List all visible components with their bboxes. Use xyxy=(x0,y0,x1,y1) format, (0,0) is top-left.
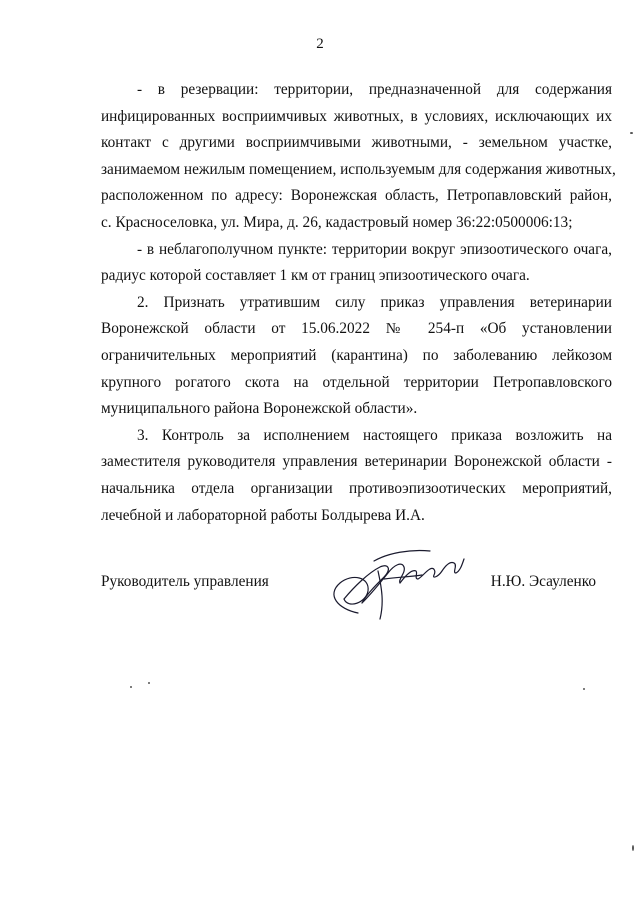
text-line: ограничительных мероприятий (карантина) по заболеванию лейкозом xyxy=(101,346,612,364)
text-line: инфицированных восприимчивых животных, в условиях, исключающих их xyxy=(101,107,612,125)
text-line: занимаемом нежилым помещением, используемым для содержания животных, xyxy=(101,160,616,178)
scan-speck xyxy=(632,845,634,851)
text-line: 2. Признать утратившим силу приказ управления ветеринарии xyxy=(137,293,612,311)
text-line: крупного рогатого скота на отдельной территории Петропавловского xyxy=(101,373,612,391)
signatory-title: Руководитель управления xyxy=(101,573,269,590)
text-line: - в неблагополучном пункте: территории вокруг эпизоотического очага, xyxy=(137,240,612,258)
paragraph-revoke-order xyxy=(101,290,612,423)
text-line: 3. Контроль за исполнением настоящего приказа возложить на xyxy=(137,426,612,444)
text-line: контакт с другими восприимчивыми животными, - земельном участке, xyxy=(101,134,612,152)
text-line: начальника отдела организации противоэпизоотических мероприятий, xyxy=(101,479,612,497)
text-line: заместителя руководителя управления ветеринарии Воронежской области - xyxy=(101,453,612,471)
paragraph-control xyxy=(101,423,612,529)
text-line: лечебной и лабораторной работы Болдырева И.А. xyxy=(101,506,425,524)
text-line: с. Красноселовка, ул. Мира, д. 26, кадастровый номер 36:22:0500006:13; xyxy=(101,213,573,231)
paragraph-reservation xyxy=(101,77,616,237)
scan-speck xyxy=(148,682,150,684)
scan-speck xyxy=(583,688,585,690)
scan-speck xyxy=(630,132,633,134)
signatory-name: Н.Ю. Эсауленко xyxy=(490,573,596,590)
text-line: Воронежской области от 15.06.2022 № 254-п «Об установлении xyxy=(101,320,612,338)
handwritten-signature xyxy=(318,543,468,621)
text-line: муниципального района Воронежской области». xyxy=(101,400,418,418)
paragraph-unfavorable-point xyxy=(101,237,612,290)
scan-speck xyxy=(130,686,132,688)
page-number: 2 xyxy=(316,36,324,52)
text-line: радиус которой составляет 1 км от границ эпизоотического очага. xyxy=(101,267,530,285)
text-line: расположенном по адресу: Воронежская область, Петропавловский район, xyxy=(101,187,612,205)
text-line: - в резервации: территории, предназначенной для содержания xyxy=(137,81,612,98)
document-body xyxy=(101,77,616,529)
